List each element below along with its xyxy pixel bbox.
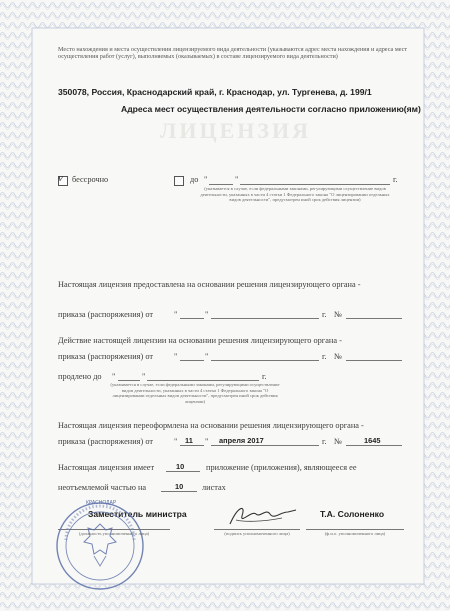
- appendix-text-after: приложение (приложения), являющееся ее: [206, 463, 357, 472]
- suspended-text: Действие настоящей лицензии на основании решения лицензирующего органа -: [58, 336, 342, 345]
- signer-title-caption: (должность уполномоченного лица): [78, 531, 150, 536]
- until-quote-close: ": [235, 175, 239, 184]
- official-stamp-icon: [54, 500, 146, 592]
- reissued-quote-open: ": [174, 437, 178, 446]
- extended-quote-close: ": [142, 372, 146, 381]
- appendix-text: Настоящая лицензия имеет: [58, 463, 155, 472]
- signature-caption: (подпись уполномоченного лица): [224, 531, 290, 536]
- extended-label: продлено до: [58, 372, 102, 381]
- until-year-suffix: г.: [393, 175, 398, 184]
- issued-year-suffix: г.: [322, 310, 327, 319]
- until-month-field[interactable]: [240, 184, 390, 185]
- reissued-year-suffix: г.: [322, 437, 327, 446]
- appendix-count: 10: [176, 462, 185, 471]
- reissued-text: Настоящая лицензия переоформлена на основании решения лицензирующего органа -: [58, 421, 364, 430]
- extended-quote-open: ": [112, 372, 116, 381]
- checkmark-icon: v: [58, 172, 63, 184]
- suspended-quote-close: ": [205, 352, 209, 361]
- reissued-month-field[interactable]: [211, 445, 319, 446]
- suspended-day-field[interactable]: [180, 360, 204, 361]
- address-subtitle: Адреса мест осуществления деятельности согласно приложению(ям): [121, 104, 421, 114]
- signer-name-caption: (ф.и.о. уполномоченного лица): [324, 531, 386, 536]
- suspended-quote-open: ": [174, 352, 178, 361]
- issued-quote-open: ": [174, 310, 178, 319]
- watermark: ЛИЦЕНЗИЯ: [160, 118, 312, 143]
- issued-basis-text: Настоящая лицензия предоставлена на основании решения лицензирующего органа -: [58, 280, 361, 289]
- reissued-number-label: №: [334, 437, 342, 446]
- until-note: (указывается в случае, если федеральными законами, регулирующими осуществление видов деятельности, указанных в части 4 статьи 1 Федерального закона "О лицензировании отдельных видов деятельности", предусмотрен иной срок действия лицензии): [200, 186, 390, 203]
- issued-number-field[interactable]: [346, 318, 402, 319]
- reissued-date: апреля 2017: [219, 436, 264, 445]
- sheets-text: неотъемлемой частью на: [58, 483, 147, 492]
- extended-note: (указывается в случае, если федеральными законами, регулирующими осуществление видов деятельности, указанных в части 4 статьи 1 Федерального закона "О лицензировании отдельных видов деятельности", предусмотрен иной срок действия лицензии): [110, 382, 280, 404]
- address: 350078, Россия, Краснодарский край, г. Краснодар, ул. Тургенева, д. 199/1: [58, 87, 372, 97]
- issued-quote-close: ": [205, 310, 209, 319]
- reissued-quote-close: ": [205, 437, 209, 446]
- signer-name-line: [306, 529, 404, 530]
- suspended-year-suffix: г.: [322, 352, 327, 361]
- stamp-text: КРАСНОДАР: [86, 500, 117, 506]
- reissued-number: 1645: [364, 436, 381, 445]
- sheets-count: 10: [175, 482, 184, 491]
- extended-year-suffix: г.: [262, 372, 267, 381]
- until-day-field[interactable]: [209, 184, 233, 185]
- issued-number-label: №: [334, 310, 342, 319]
- reissued-number-field[interactable]: [346, 445, 402, 446]
- sheets-count-field[interactable]: [161, 491, 197, 492]
- location-caption: Место нахождения и места осуществления лицензируемого вида деятельности (указываются адрес места нахождения и адреса мест осуществления работ (услуг), выполняемых (оказываемых) в составе лицензируемого вида деятельности): [58, 46, 408, 61]
- signer-title: Заместитель министра: [88, 509, 187, 519]
- indefinite-label: бессрочно: [72, 175, 109, 184]
- extended-day-field[interactable]: [118, 380, 140, 381]
- sheets-text-after: листах: [202, 483, 226, 492]
- suspended-month-field[interactable]: [211, 360, 319, 361]
- reissued-day-field[interactable]: [180, 445, 204, 446]
- signer-name: Т.А. Солоненко: [320, 509, 385, 519]
- suspended-number-field[interactable]: [346, 360, 402, 361]
- suspended-number-label: №: [334, 352, 342, 361]
- signature-line: [214, 529, 300, 530]
- issued-order-label: приказа (распоряжения) от: [58, 310, 153, 319]
- reissued-order-label: приказа (распоряжения) от: [58, 437, 153, 446]
- extended-month-field[interactable]: [147, 380, 259, 381]
- issued-day-field[interactable]: [180, 318, 204, 319]
- appendix-count-field[interactable]: [166, 471, 200, 472]
- signature-icon: [222, 500, 302, 532]
- until-quote-open: ": [204, 175, 208, 184]
- reissued-day: 11: [185, 436, 193, 445]
- suspended-order-label: приказа (распоряжения) от: [58, 352, 153, 361]
- until-label: до: [190, 175, 199, 184]
- issued-month-field[interactable]: [211, 318, 319, 319]
- until-checkbox[interactable]: [174, 176, 184, 186]
